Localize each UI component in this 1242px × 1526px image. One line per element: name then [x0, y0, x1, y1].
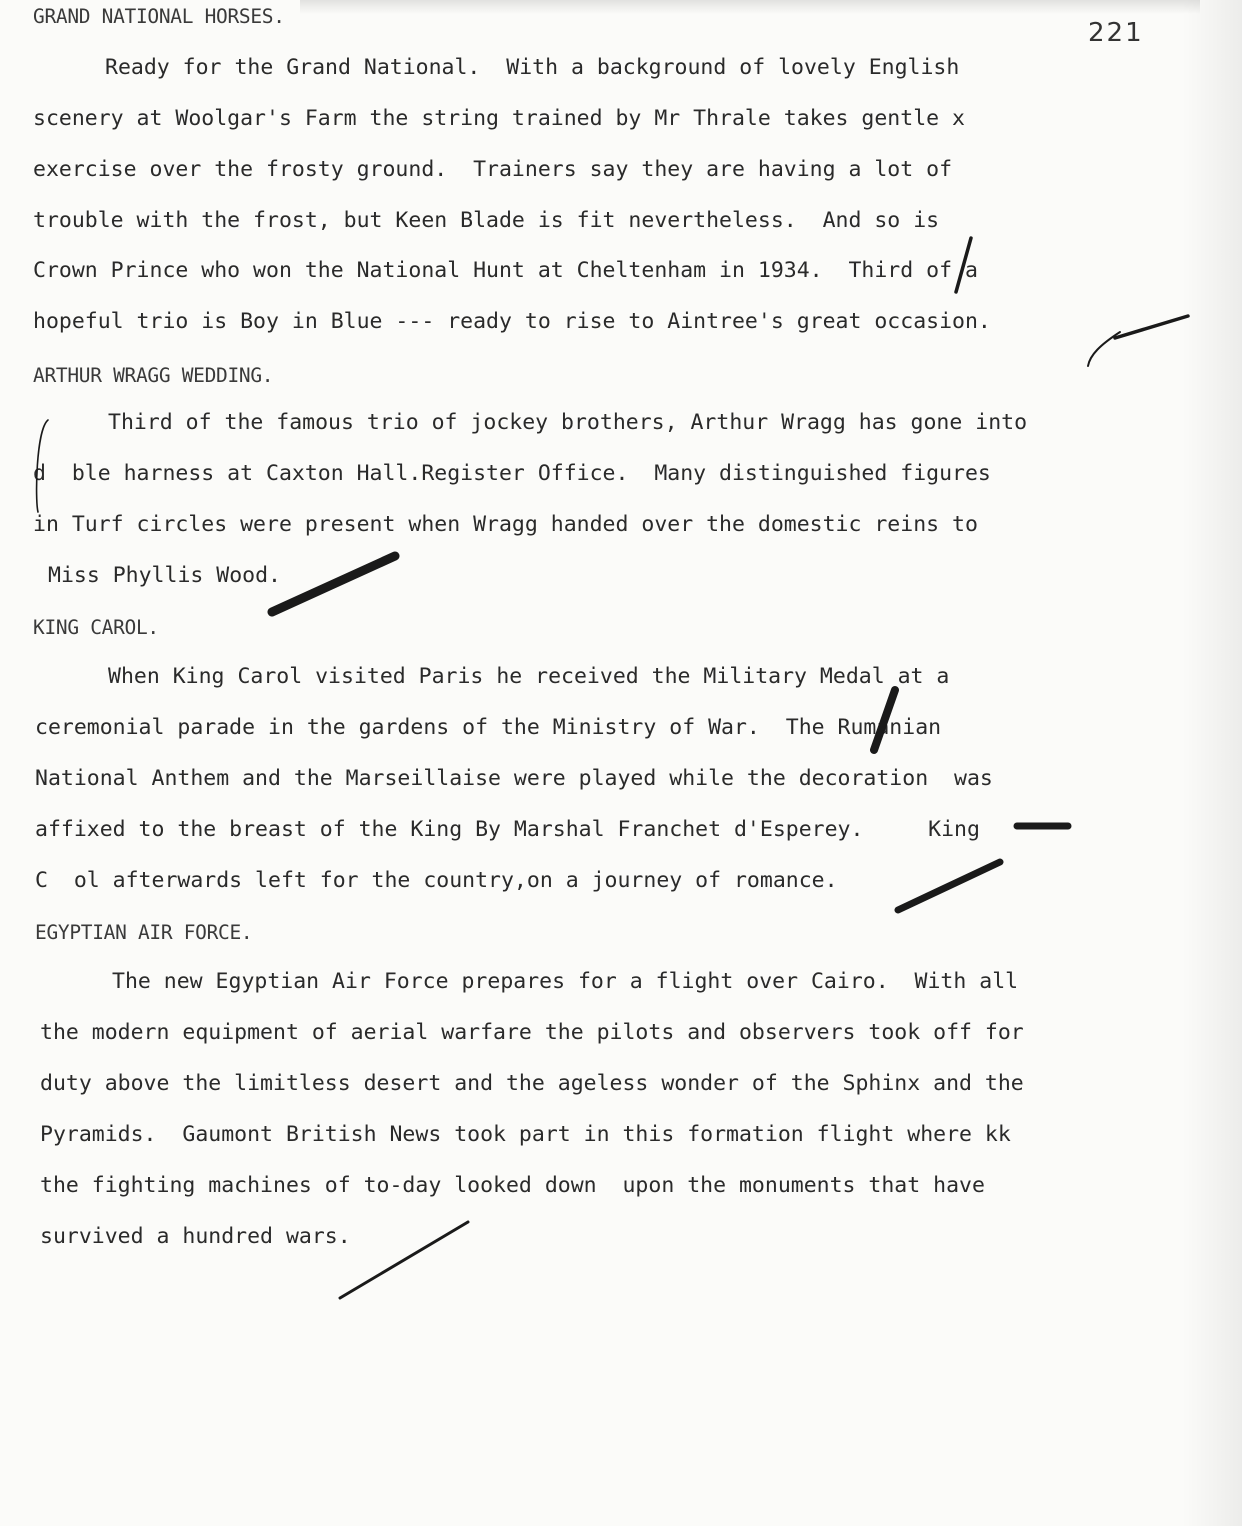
page-number: 221 — [1088, 18, 1144, 48]
scan-shadow-top — [300, 0, 1200, 14]
end-stroke — [1088, 332, 1120, 366]
text-line: hopeful trio is Boy in Blue --- ready to rise to Aintree's great occasion. — [33, 309, 991, 334]
end-stroke — [1115, 316, 1188, 338]
text-line: ceremonial parade in the gardens of the Ministry of War. The Rumanian — [35, 715, 942, 740]
text-line: in Turf circles were present when Wragg handed over the domestic reins to — [33, 512, 978, 537]
scan-shadow-edge — [1182, 0, 1242, 1526]
text-line: Crown Prince who won the National Hunt at Cheltenham in 1934. Third of a — [33, 258, 978, 283]
section-heading-egyptian-air-force: EGYPTIAN AIR FORCE. — [35, 921, 253, 944]
text-line: survived a hundred wars. — [40, 1224, 351, 1249]
end-stroke — [340, 1222, 468, 1298]
text-line: scenery at Woolgar's Farm the string trained by Mr Thrale takes gentle x — [33, 106, 965, 131]
text-line: duty above the limitless desert and the ageless wonder of the Sphinx and the — [40, 1071, 1024, 1096]
text-line: the modern equipment of aerial warfare the pilots and observers took off for — [40, 1020, 1024, 1045]
text-line: C ol afterwards left for the country,on a journey of romance. — [35, 868, 838, 893]
text-line: National Anthem and the Marseillaise were played while the decoration was — [35, 766, 993, 791]
text-line: Ready for the Grand National. With a background of lovely English — [105, 55, 960, 80]
text-line: trouble with the frost, but Keen Blade is fit nevertheless. And so is — [33, 208, 940, 233]
text-line: Pyramids. Gaumont British News took part in this formation flight where kk — [40, 1122, 1011, 1147]
text-line: the fighting machines of to-day looked down upon the monuments that have — [40, 1173, 985, 1198]
text-line: affixed to the breast of the King By Marshal Franchet d'Esperey. King — [35, 817, 980, 842]
end-stroke — [272, 556, 395, 612]
section-heading-grand-national: GRAND NATIONAL HORSES. — [33, 5, 285, 28]
text-line: Miss Phyllis Wood. — [48, 563, 281, 588]
text-line: d ble harness at Caxton Hall.Register Office. Many distinguished figures — [33, 461, 991, 486]
text-line: Third of the famous trio of jockey brothers, Arthur Wragg has gone into — [108, 410, 1028, 435]
text-line: When King Carol visited Paris he received the Military Medal at a — [108, 664, 950, 689]
section-heading-arthur-wragg: ARTHUR WRAGG WEDDING. — [33, 364, 274, 387]
text-line: exercise over the frosty ground. Trainers say they are having a lot of — [33, 157, 953, 182]
section-heading-king-carol: KING CAROL. — [33, 616, 159, 639]
text-line: The new Egyptian Air Force prepares for a flight over Cairo. With all — [112, 969, 1019, 994]
end-stroke — [898, 862, 1000, 910]
